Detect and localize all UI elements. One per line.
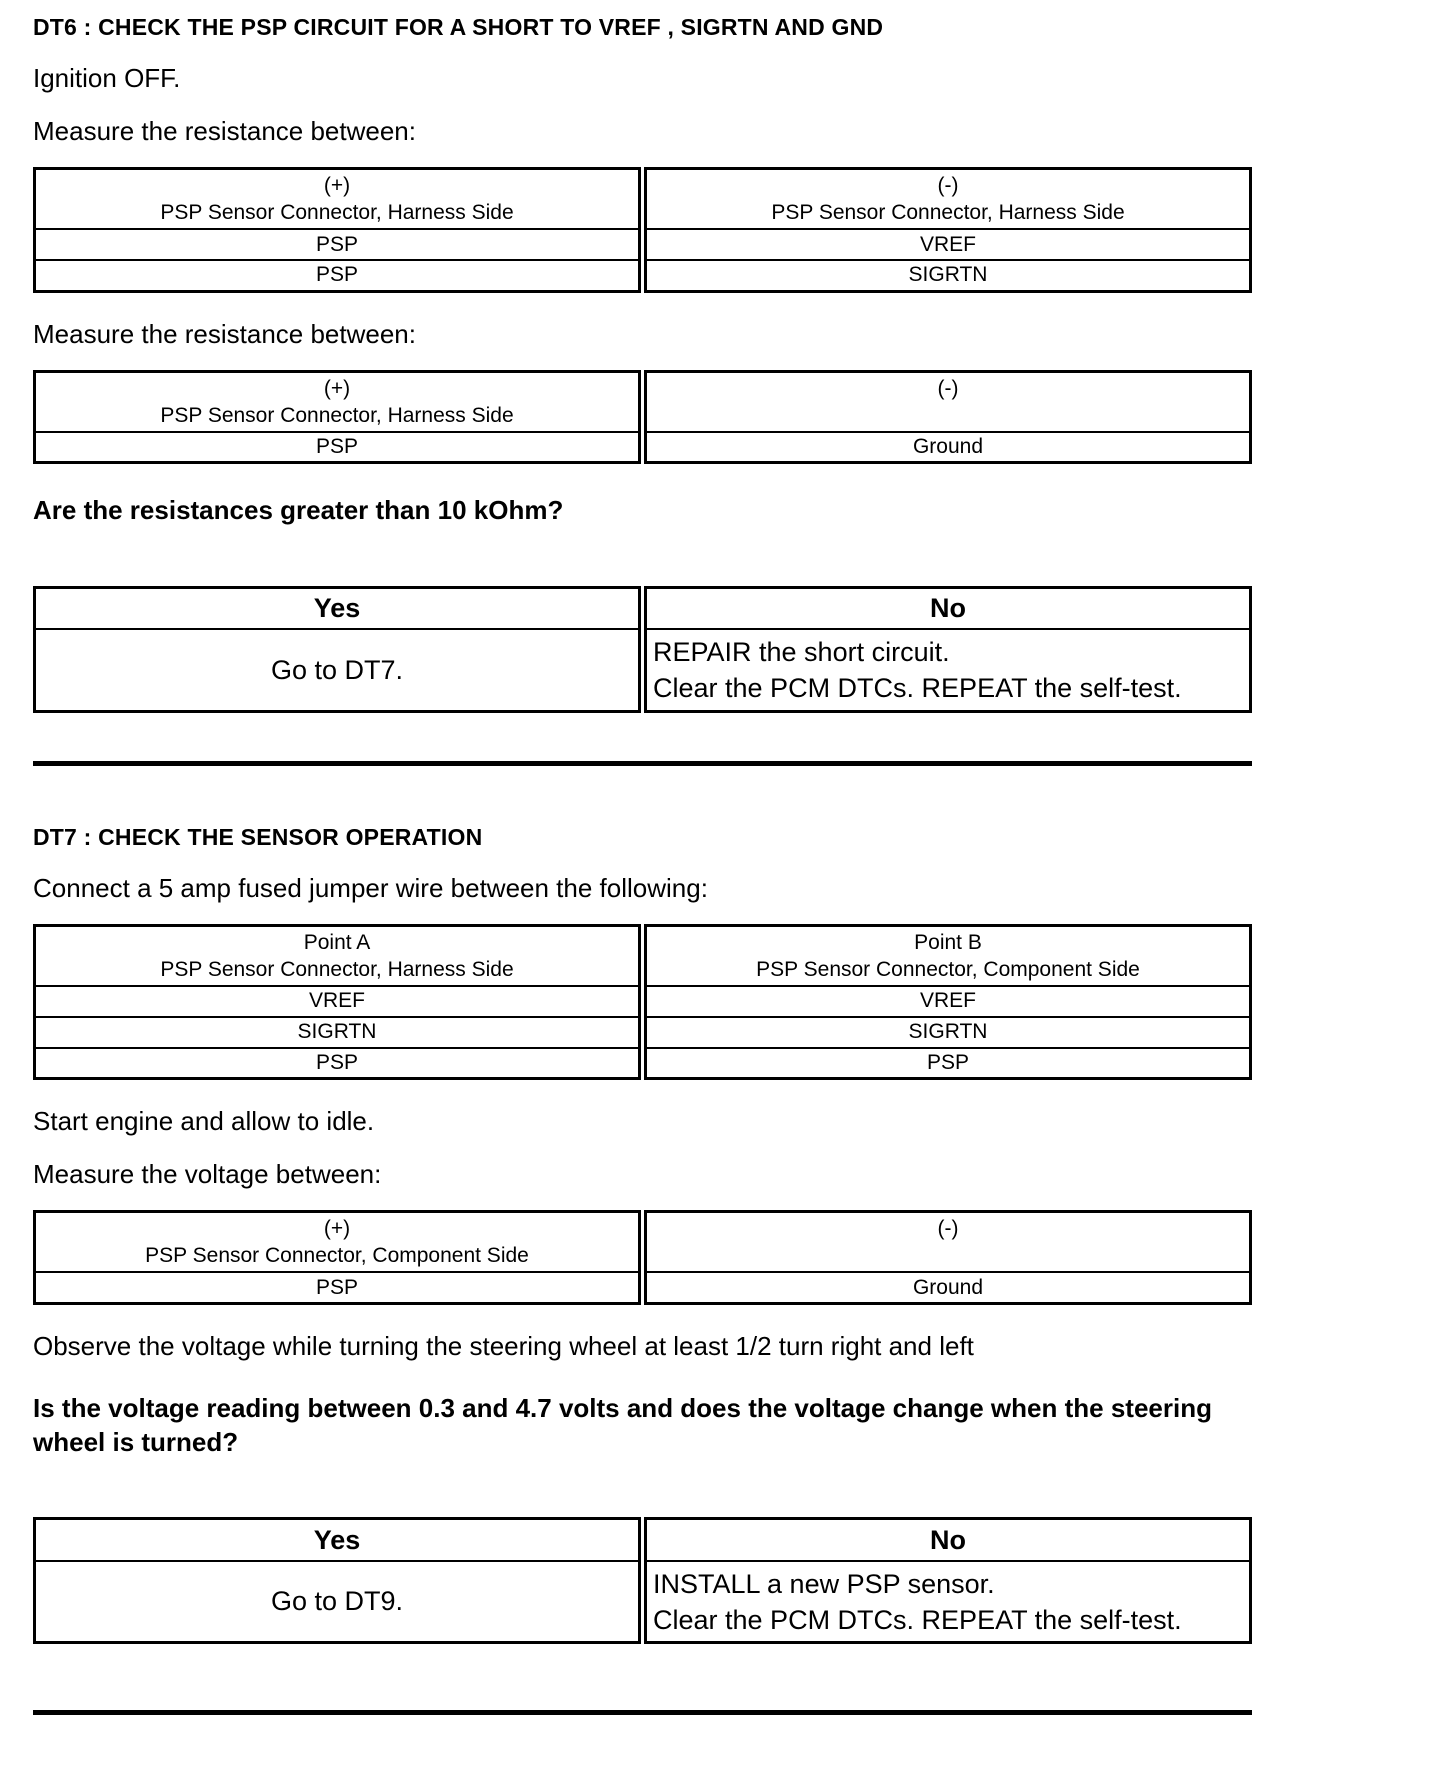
dt7-decision-table: [33, 1517, 1252, 1644]
column-polarity-label: (-): [937, 174, 959, 197]
pin-cell: SIGRTN: [643, 260, 1251, 291]
pin-cell: PSP: [35, 1272, 643, 1303]
dt6-decision-table: [33, 586, 1252, 713]
point-b-column-header: [643, 925, 1251, 986]
minus-column-header: [643, 1212, 1251, 1273]
pin-cell: PSP: [643, 1048, 1251, 1079]
decision-header-row: [35, 587, 1251, 629]
dt7-question: Is the voltage reading between 0.3 and 4.7 volts and does the voltage change when the steering wheel is turned?: [33, 1392, 1212, 1457]
table-header-row: [35, 1212, 1251, 1273]
column-subtitle: [657, 1242, 1239, 1269]
column-subtitle: PSP Sensor Connector, Harness Side: [771, 201, 1125, 224]
yes-header-cell: Yes: [35, 587, 643, 629]
point-a-column-header: [35, 925, 643, 986]
column-subtitle: PSP Sensor Connector, Harness Side: [160, 201, 514, 224]
table-header-row: [35, 371, 1251, 432]
decision-action-row: [35, 629, 1251, 711]
no-action-line: Clear the PCM DTCs. REPEAT the self-test.: [653, 1604, 1182, 1635]
yes-header-cell: Yes: [35, 1519, 643, 1561]
no-action-line: INSTALL a new PSP sensor.: [653, 1568, 995, 1599]
column-subtitle: PSP Sensor Connector, Component Side: [756, 957, 1140, 981]
decision-header-row: [35, 1519, 1251, 1561]
dt7-connect-line: Connect a 5 amp fused jumper wire between the following:: [33, 872, 708, 903]
column-polarity-label: (+): [323, 376, 351, 400]
dt7-measure-voltage-line: Measure the voltage between:: [33, 1159, 382, 1190]
minus-column-header: [643, 169, 1251, 230]
pin-cell: VREF: [35, 986, 643, 1017]
section-divider: [33, 761, 1252, 766]
no-action-cell: [643, 1561, 1251, 1643]
table-row: [35, 986, 1251, 1017]
plus-column-header: [35, 169, 643, 230]
dt7-voltage-table: [33, 1210, 1252, 1305]
dt6-measure-line-2: Measure the resistance between:: [33, 318, 416, 349]
yes-action-cell: Go to DT7.: [35, 629, 643, 711]
no-header-cell: No: [643, 1519, 1251, 1561]
table-row: [35, 432, 1251, 463]
section-dt7: [33, 824, 1252, 1645]
plus-column-header: [35, 1212, 643, 1273]
column-polarity-label: (+): [323, 174, 351, 197]
no-action-line: Clear the PCM DTCs. REPEAT the self-test.: [653, 673, 1182, 704]
pin-cell: VREF: [643, 229, 1251, 260]
dt7-jumper-table: [33, 924, 1252, 1081]
no-action-cell: [643, 629, 1251, 711]
column-point-label: Point A: [303, 930, 371, 954]
column-polarity-label: (-): [937, 1217, 959, 1241]
dt6-measure-line-1: Measure the resistance between:: [33, 116, 416, 146]
column-polarity-label: (-): [937, 376, 959, 400]
table-row: [35, 229, 1251, 260]
column-subtitle: PSP Sensor Connector, Harness Side: [160, 957, 514, 981]
dt7-start-engine-line: Start engine and allow to idle.: [33, 1106, 375, 1137]
table-row: [35, 1048, 1251, 1079]
no-header-cell: No: [643, 587, 1251, 629]
dt6-resistance-table-1: [33, 167, 1252, 293]
pin-cell: SIGRTN: [643, 1017, 1251, 1048]
minus-column-header: [643, 371, 1251, 432]
table-header-row: [35, 925, 1251, 986]
pin-cell: VREF: [643, 986, 1251, 1017]
dt6-heading: DT6 : CHECK THE PSP CIRCUIT FOR A SHORT TO VREF , SIGRTN AND GND: [33, 14, 884, 40]
column-polarity-label: (+): [323, 1217, 351, 1241]
table-row: [35, 260, 1251, 291]
plus-column-header: [35, 371, 643, 432]
pin-cell: PSP: [35, 229, 643, 260]
column-subtitle: PSP Sensor Connector, Harness Side: [160, 403, 514, 427]
no-action-line: REPAIR the short circuit.: [653, 637, 950, 668]
dt6-ignition-line: Ignition OFF.: [33, 63, 181, 93]
pin-cell: PSP: [35, 1048, 643, 1079]
decision-action-row: [35, 1561, 1251, 1643]
table-row: [35, 1017, 1251, 1048]
pin-cell: PSP: [35, 260, 643, 291]
pin-cell: SIGRTN: [35, 1017, 643, 1048]
column-point-label: Point B: [914, 930, 982, 954]
table-row: [35, 1272, 1251, 1303]
pin-cell: Ground: [643, 1272, 1251, 1303]
pin-cell: Ground: [643, 432, 1251, 463]
pin-cell: PSP: [35, 432, 643, 463]
table-header-row: [35, 169, 1251, 230]
column-subtitle: [657, 402, 1239, 429]
yes-action-cell: Go to DT9.: [35, 1561, 643, 1643]
dt6-question: Are the resistances greater than 10 kOhm?: [33, 495, 564, 525]
dt7-observe-line: Observe the voltage while turning the steering wheel at least 1/2 turn right and left: [33, 1330, 974, 1361]
section-dt6: [33, 14, 1252, 713]
dt6-resistance-table-2: [33, 370, 1252, 465]
column-subtitle: PSP Sensor Connector, Component Side: [145, 1244, 529, 1268]
page-end-divider: [33, 1710, 1252, 1715]
dt7-heading: DT7 : CHECK THE SENSOR OPERATION: [33, 823, 483, 850]
